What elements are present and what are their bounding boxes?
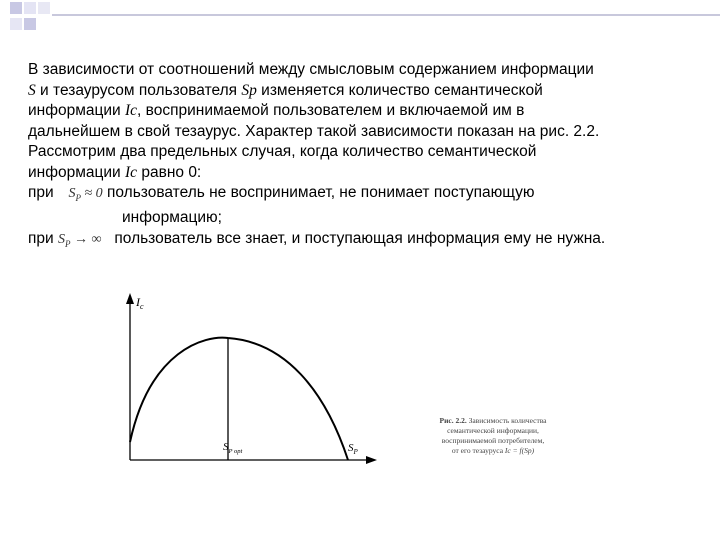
paragraph-line: S и тезаурусом пользователя Sp изменяется количество семантической xyxy=(28,81,543,99)
y-axis-label: $I_c$ xyxy=(136,295,144,311)
decorative-squares xyxy=(0,0,720,40)
paragraph-line: информации Ic, воспринимаемой пользователем и включаемой им в xyxy=(28,102,525,119)
formula-sp-to-infinity: $S_P$ → ∞ xyxy=(57,231,102,249)
y-axis-arrow xyxy=(126,293,134,304)
semantic-info-curve xyxy=(130,338,348,460)
case-sp-infinity: при $S_P$ → ∞ пользователь все знает, и поступающая информация ему не нужна. xyxy=(28,229,708,254)
peak-label: $S_{P opt}$ xyxy=(223,441,243,455)
paragraph-line: В зависимости от соотношений между смысловым содержанием информации xyxy=(28,61,594,78)
case-sp-zero: при $S_P \approx 0$ пользователь не воспринимает, не понимает поступающую xyxy=(28,183,708,208)
main-text xyxy=(28,60,708,254)
paragraph-line: информации Ic равно 0: xyxy=(28,163,202,181)
x-axis-arrow xyxy=(366,456,377,464)
formula-sp-approx-zero: $S_P \approx 0$ xyxy=(68,186,103,203)
x-axis-label: $S_P$ xyxy=(348,442,358,456)
case-sp-zero-cont: информацию; xyxy=(122,209,222,227)
semantic-info-plot xyxy=(110,290,390,475)
paragraph-line: дальнейшем в свой тезаурус. Характер такой зависимости показан на рис. 2.2. xyxy=(28,122,600,140)
figure-caption: Рис. 2.2. Зависимость количества семантической информации, воспринимаемой потребителем, от его тезауруса Ic = f(Sp) xyxy=(439,416,547,455)
paragraph-line: Рассмотрим два предельных случая, когда количество семантической xyxy=(28,143,537,160)
